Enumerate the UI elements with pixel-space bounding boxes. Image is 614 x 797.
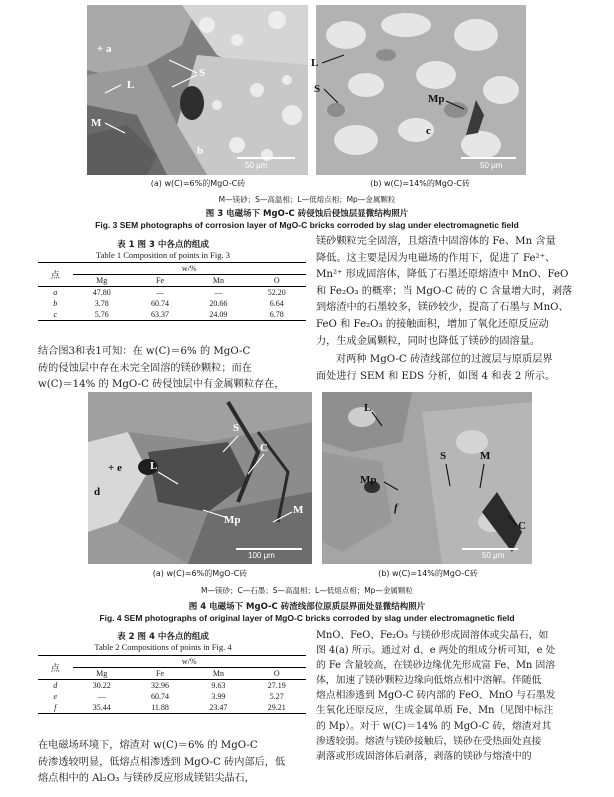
fig4-legend: M—镁砂；C—石墨；S—高温相；L—低熔点相；Mp—金属颗粒: [201, 586, 413, 595]
table1-col-header: Mg: [73, 275, 131, 287]
paragraph-right-3: [316, 628, 602, 764]
fig4b-arrows: [322, 392, 532, 564]
text-line: 砖渗透较明显，低熔点相渗透到 MgO-C 砖内部后，低: [38, 756, 286, 768]
fig4a-scale-bar: [236, 548, 302, 550]
table1-col-header: O: [248, 275, 306, 287]
table1-cell: 47.80: [92, 288, 111, 297]
table1-cell: c: [38, 309, 73, 321]
fig3b-label-mp: Mp: [428, 93, 445, 105]
fig4a-label-l: L: [150, 460, 158, 472]
fig3b-scale-bar: [461, 157, 516, 159]
paragraph-left-2: [38, 738, 308, 788]
fig3-title-en: Fig. 3 SEM photographs of corrosion layer of MgO-C bricks corroded by slag under electromagnetic field: [95, 220, 519, 230]
text-line: 降低。这主要是因为电磁场的作用下，促进了 Fe²⁺、: [316, 252, 556, 264]
table2-cell: 29.21: [248, 702, 306, 714]
table1-title-en: Table 1 Composition of points in Fig. 3: [96, 250, 230, 260]
fig3b-scale-label: 50 μm: [480, 161, 503, 170]
table-row: [38, 691, 306, 702]
text-line: 图 4(a) 所示。通过对 d、e 两处的组成分析可知，e 处: [316, 645, 556, 657]
paragraph-left-1: [38, 344, 308, 394]
table2-cell: 60.74: [151, 692, 170, 701]
table-row: [38, 702, 306, 714]
fig4b-label-l: L: [364, 402, 372, 414]
table2-cell: 23.47: [189, 702, 247, 714]
fig3a-scale-bar: [237, 157, 295, 159]
fig4b-label-c: C: [518, 520, 526, 532]
fig4a-label-d: d: [94, 486, 101, 498]
text-line: 的 Fe 含量较高，在镁砂边缘优先形成富 Fe、Mn 固溶: [316, 660, 556, 672]
fig3b-label-c: c: [426, 125, 431, 137]
table1-cell: a: [53, 288, 58, 297]
fig3a-label-m: M: [91, 117, 102, 129]
table2-cell: 30.22: [92, 681, 111, 690]
table1: [38, 262, 306, 321]
table2-cell: e: [53, 692, 58, 701]
text-line: MnO、FeO、Fe₂O₃ 与镁砂形成固溶体或尖晶石，如: [316, 630, 549, 641]
table2-cell: 5.27: [269, 692, 284, 701]
fig4b-scale-label: 50 μm: [482, 551, 505, 560]
table2-cell: —: [97, 692, 106, 701]
fig3b-arrows: [316, 5, 526, 175]
fig3b-sem-image: [311, 5, 526, 175]
fig4b-label-m: M: [480, 450, 491, 462]
text-line: 熔点相中的 Al₂O₃ 与镁砂反应形成镁铝尖晶石，: [38, 773, 255, 785]
text-line: 力，生成金属颗粒，同时也降低了镁砂的固溶量。: [316, 335, 541, 347]
fig3-legend: M—镁砂；S—高温相；L—低熔点相；Mp—金属颗粒: [218, 195, 396, 204]
text-line: FeO 和 Fe₂O₃ 的接触面积，增加了氧化还原反应动: [316, 318, 549, 330]
table2-col-header: Mn: [189, 668, 247, 680]
table1-cell: b: [53, 299, 58, 308]
text-line: 渗透较弱。熔渣与镁砂接触后，镁砂在受热面处直接: [316, 735, 542, 747]
fig4a-label-mp: Mp: [224, 514, 241, 526]
table1-cell: 52.20: [267, 288, 286, 297]
text-line: 镁砂颗粒完全固溶，且熔渣中固溶体的 Fe、Mn 含量: [316, 236, 556, 247]
table1-title-cn: 表 1 图 3 中各点的组成: [117, 240, 209, 250]
table2-cell: 3.99: [211, 692, 226, 701]
fig3a-label-l: L: [127, 79, 135, 91]
fig4-title-cn: 图 4 电磁场下 MgO-C 砖渣线部位原质层界面处显微结构照片: [188, 602, 426, 612]
fig4a-scale-label: 100 μm: [248, 551, 275, 560]
table1-cell: —: [156, 288, 165, 297]
text-line: 体，加速了镁砂颗粒边缘向低熔点相中溶解。伴随低: [316, 675, 542, 687]
paragraph-right-2: [316, 352, 602, 385]
table2-title-en: Table 2 Compositions of points in Fig. 4: [94, 642, 232, 652]
fig3b-caption: (b) w(C)=14%的MgO-C砖: [370, 179, 470, 188]
table2-cell: f: [38, 702, 73, 714]
fig3a-caption: (a) w(C)=6%的MgO-C砖: [150, 179, 246, 188]
fig4b-label-f: f: [394, 502, 398, 514]
table-row: [38, 298, 306, 309]
table1-cell: 60.74: [151, 299, 170, 308]
fig4a-label-e: + e: [108, 462, 122, 474]
fig4a-label-s: S: [233, 422, 240, 434]
table2: [38, 655, 306, 714]
fig4b-caption: (b) w(C)=14%的MgO-C砖: [378, 569, 478, 578]
fig4b-label-s: S: [440, 450, 447, 462]
fig4a-label-c: C: [260, 442, 268, 454]
text-line: 砖的侵蚀层中存在未完全固溶的镁砂颗粒；而在: [38, 362, 252, 374]
text-line: 的 Mp）。对于 w(C)＝14% 的 MgO-C 砖，熔渣对其: [316, 720, 552, 732]
fig4b-sem-image: [322, 392, 532, 564]
fig3a-label-s: S: [199, 67, 206, 79]
table2-title-cn: 表 2 图 4 中各点的组成: [117, 632, 209, 642]
fig3a-scale-label: 50 μm: [245, 161, 268, 170]
table-row: [38, 680, 306, 692]
table1-cell: 6.64: [269, 299, 284, 308]
fig4a-arrows: [88, 392, 312, 564]
table1-col-header: Mn: [189, 275, 247, 287]
fig3a-arrows: [87, 5, 308, 175]
fig4a-caption: (a) w(C)=6%的MgO-C砖: [152, 569, 248, 578]
fig3a-label-b: b: [197, 145, 204, 157]
table-row: [38, 287, 306, 299]
fig4a-sem-image: [88, 392, 312, 564]
fig4b-label-mp: Mp: [360, 474, 377, 486]
table1-cell: 20.66: [209, 299, 228, 308]
fig3a-label-a: + a: [97, 43, 112, 55]
text-line: 对两种 MgO-C 砖渣线部位的过渡层与原质层界: [336, 354, 553, 365]
table1-point-header: 点: [38, 263, 73, 287]
table2-cell: 35.44: [73, 702, 131, 714]
table2-col-header: O: [248, 668, 306, 680]
table2-point-header: 点: [38, 656, 73, 680]
text-line: 在电磁场环境下，熔渣对 w(C)＝6% 的 MgO-C: [38, 740, 258, 751]
table2-col-header: Mg: [73, 668, 131, 680]
text-line: 面处进行 SEM 和 EDS 分析，如图 4 和表 2 所示。: [316, 370, 556, 382]
text-line: 剥落或形成固溶体后剥落，剥落的镁砂与熔渣中的: [316, 750, 532, 762]
text-line: 和 Fe₂O₃ 的概率；当 MgO-C 砖的 C 含量增大时，剥落: [316, 285, 573, 297]
text-line: 结合图3和表1可知：在 w(C)＝6% 的 MgO-C: [38, 346, 251, 357]
table1-col-header: Fe: [131, 275, 189, 287]
text-line: w(C)＝14% 的 MgO-C 砖侵蚀层中有金属颗粒存在，: [38, 379, 285, 391]
fig3b-label-s: S: [314, 83, 321, 95]
table1-cell: —: [214, 288, 223, 297]
table1-cell: 63.37: [131, 309, 189, 321]
text-line: 生氧化还原反应，生成金属单质 Fe、Mn（见图中标注: [316, 705, 554, 717]
paragraph-right-1: [316, 234, 602, 350]
fig4a-label-m: M: [293, 504, 304, 516]
table-row: [38, 309, 306, 321]
table1-group-header: w/%: [73, 263, 306, 275]
table1-cell: 3.78: [94, 299, 109, 308]
table2-cell: d: [53, 681, 58, 690]
table2-cell: 27.19: [267, 681, 286, 690]
text-line: Mn²⁺ 形成固溶体，降低了石墨还原熔渣中 MnO、FeO: [316, 269, 569, 281]
table2-cell: 9.63: [211, 681, 226, 690]
table2-cell: 32.96: [151, 681, 170, 690]
table2-cell: 11.88: [131, 702, 189, 714]
table2-group-header: w/%: [73, 656, 306, 668]
fig4b-scale-bar: [462, 548, 518, 550]
fig3a-sem-image: [87, 5, 308, 175]
text-line: 熔点相渗透到 MgO-C 砖内部的 FeO、MnO 与石墨发: [316, 690, 556, 702]
table2-col-header: Fe: [131, 668, 189, 680]
table1-cell: 6.78: [248, 309, 306, 321]
table1-cell: 24.09: [189, 309, 247, 321]
fig3-title-cn: 图 3 电磁场下 MgO-C 砖侵蚀后侵蚀层显微结构照片: [205, 209, 409, 219]
table1-cell: 5.76: [73, 309, 131, 321]
fig4-title-en: Fig. 4 SEM photographs of original layer of MgO-C bricks corroded by slag under electromagnetic field: [99, 613, 515, 623]
fig3b-label-l: L: [311, 57, 319, 69]
text-line: 到熔渣中的石墨较多，镁砂较少，提高了石墨与 MnO、: [316, 302, 569, 314]
